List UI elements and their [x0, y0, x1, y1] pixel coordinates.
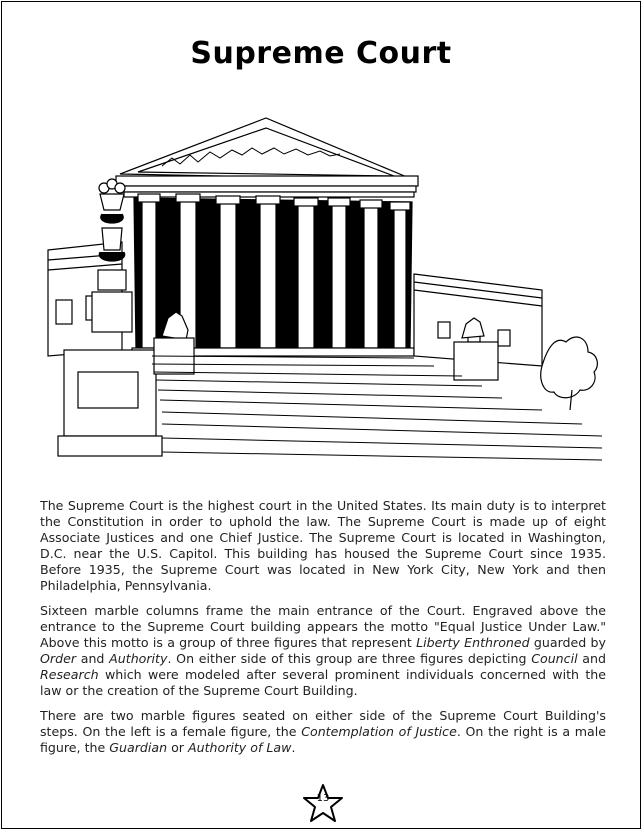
- coloring-page: [1, 1, 641, 829]
- paragraph-3-text: or: [167, 740, 188, 755]
- paragraph-2-text: guarded by: [529, 635, 606, 650]
- council-emphasis: Council: [531, 651, 578, 666]
- paragraph-2-text: which were modeled after several prominent individuals concerned with the law or the creation of the Supreme Court Building.: [40, 667, 606, 698]
- order-emphasis: Order: [40, 651, 77, 666]
- liberty-enthroned-emphasis: Liberty Enthroned: [416, 635, 530, 650]
- paragraph-3-text: There are two marble figures seated on either side of the Supreme Court Building's steps. On the left is a female figure, the: [40, 708, 606, 739]
- guardian-emphasis: Guardian: [109, 740, 168, 755]
- paragraph-2-text: and: [76, 651, 110, 666]
- paragraph-3-text: .: [291, 740, 296, 755]
- research-emphasis: Research: [40, 667, 99, 682]
- paragraph-3-text: . On the right is a male figure, the: [40, 724, 607, 755]
- authority-of-law-emphasis: Authority of Law: [187, 740, 292, 755]
- contemplation-of-justice-emphasis: Contemplation of Justice: [301, 724, 457, 739]
- paragraph-2-text: . On either side of this group are three figures depicting: [167, 651, 532, 666]
- paragraph-2-text: Sixteen marble columns frame the main entrance of the Court. Engraved above the entrance to the Supreme Court building appears the motto "Equal Justice Under Law." Above this motto is a group of three figures that represent: [40, 603, 606, 650]
- page-number: 13: [316, 793, 330, 804]
- authority-emphasis: Authority: [109, 651, 168, 666]
- paragraph-1: [40, 498, 606, 594]
- paragraph-3: [40, 708, 606, 756]
- paragraph-2-text: and: [577, 651, 607, 666]
- supreme-court-building-illustration: [42, 110, 604, 462]
- paragraph-1-text: The Supreme Court is the highest court in the United States. Its main duty is to interpret the Constitution in order to uphold the law. The Supreme Court is made up of eight Associate Justices and one Chief Justice. The Supreme Court is located in Washington, D.C. near the U.S. Capitol. This building has housed the Supreme Court since 1935. Before 1935, the Supreme Court was located in New York City, New York and then Philadelphia, Pennsylvania.: [40, 498, 606, 593]
- page-title: Supreme Court: [190, 36, 452, 71]
- paragraph-2: [40, 603, 606, 699]
